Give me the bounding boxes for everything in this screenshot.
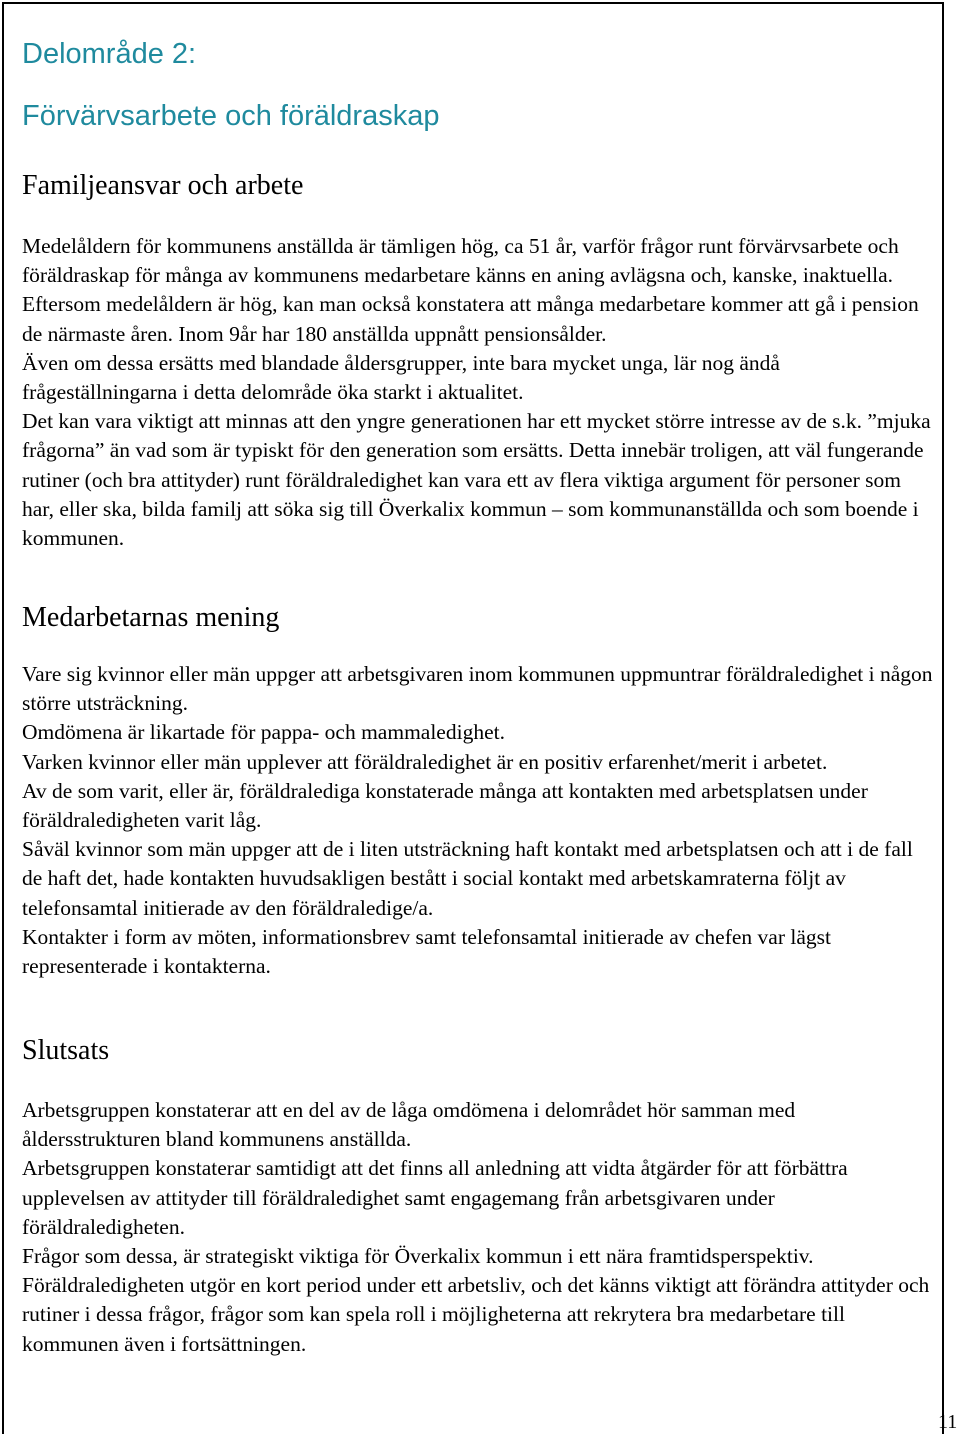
area-heading-number: Delområde 2: — [22, 38, 197, 70]
section-body-medarbetarnas-mening — [22, 660, 937, 981]
paragraph: Vare sig kvinnor eller män uppger att arbetsgivaren inom kommunen uppmuntrar föräldraledighet i någon större utsträckning. — [22, 662, 933, 716]
paragraph: Såväl kvinnor som män uppger att de i liten utsträckning haft kontakt med arbetsplatsen och att i de fall de haft det, hade kontakten huvudsakligen bestått i social kontakt med arbetskamraterna följt av telefonsamtal initierade av den föräldraledige/a. — [22, 837, 913, 920]
area-heading-title: Förvärvsarbete och föräldraskap — [22, 100, 440, 132]
paragraph: Även om dessa ersätts med blandade åldersgrupper, inte bara mycket unga, lär nog ändå frågeställningarna i detta delområde öka starkt i aktualitet. — [22, 350, 780, 405]
paragraph: Eftersom medelåldern är hög, kan man också konstatera att många medarbetare kommer att gå i pension de närmaste åren. Inom 9år har 180 anställda uppnått pensionsålder. — [22, 292, 919, 346]
section-title-medarbetarnas-mening: Medarbetarnas mening — [22, 602, 280, 633]
paragraph: Varken kvinnor eller män upplever att föräldraledighet är en positiv erfarenhet/merit i arbetet. — [22, 749, 828, 774]
paragraph: Arbetsgruppen konstaterar samtidigt att det finns all anledning att vidta åtgärder för att förbättra upplevelsen av attityder till föräldraledighet samt engagemang från arbetsgivaren under föräldraledigheten. — [22, 1156, 848, 1239]
paragraph: Föräldraledigheten utgör en kort period under ett arbetsliv, och det känns viktigt att förändra attityder och rutiner i dessa frågor, frågor som kan spela roll i möjligheterna att rekrytera bra medarbetare till kommunen även i fortsättningen. — [22, 1273, 930, 1356]
page-number: 11 — [938, 1411, 958, 1433]
paragraph: Omdömena är likartade för pappa- och mammaledighet. — [22, 720, 505, 745]
section-title-slutsats: Slutsats — [22, 1035, 110, 1066]
paragraph: Det kan vara viktigt att minnas att den yngre generationen har ett mycket större intresse av de s.k. ”mjuka frågorna” än vad som är typiskt för den generation som ersätts. Detta innebär troligen, att väl fungerande rutiner (och bra attityder) runt föräldraledighet kan vara ett av flera viktiga argument för personer som har, eller ska, bilda familj att söka sig till Överkalix kommun – som kommunanställda och som boende i kommunen. — [22, 409, 931, 551]
paragraph: Arbetsgruppen konstaterar att en del av de låga omdömena i delområdet hör samman med åldersstrukturen bland kommunens anställda. — [22, 1098, 796, 1152]
paragraph: Kontakter i form av möten, informationsbrev samt telefonsamtal initierade av chefen var lägst representerade i kontakterna. — [22, 924, 831, 979]
paragraph: Medelåldern för kommunens anställda är tämligen hög, ca 51 år, varför frågor runt förvärvsarbete och föräldraskap för många av kommunens medarbetare känns en aning avlägsna och, kanske, inaktuella. — [22, 234, 899, 288]
section-body-slutsats — [22, 1096, 937, 1359]
section-title-familjeansvar: Familjeansvar och arbete — [22, 170, 304, 201]
paragraph: Frågor som dessa, är strategiskt viktiga för Överkalix kommun i ett nära framtidsperspektiv. — [22, 1244, 814, 1269]
section-body-familjeansvar — [22, 232, 937, 553]
paragraph: Av de som varit, eller är, föräldralediga konstaterade många att kontakten med arbetsplatsen under föräldraledigheten varit låg. — [22, 778, 868, 833]
